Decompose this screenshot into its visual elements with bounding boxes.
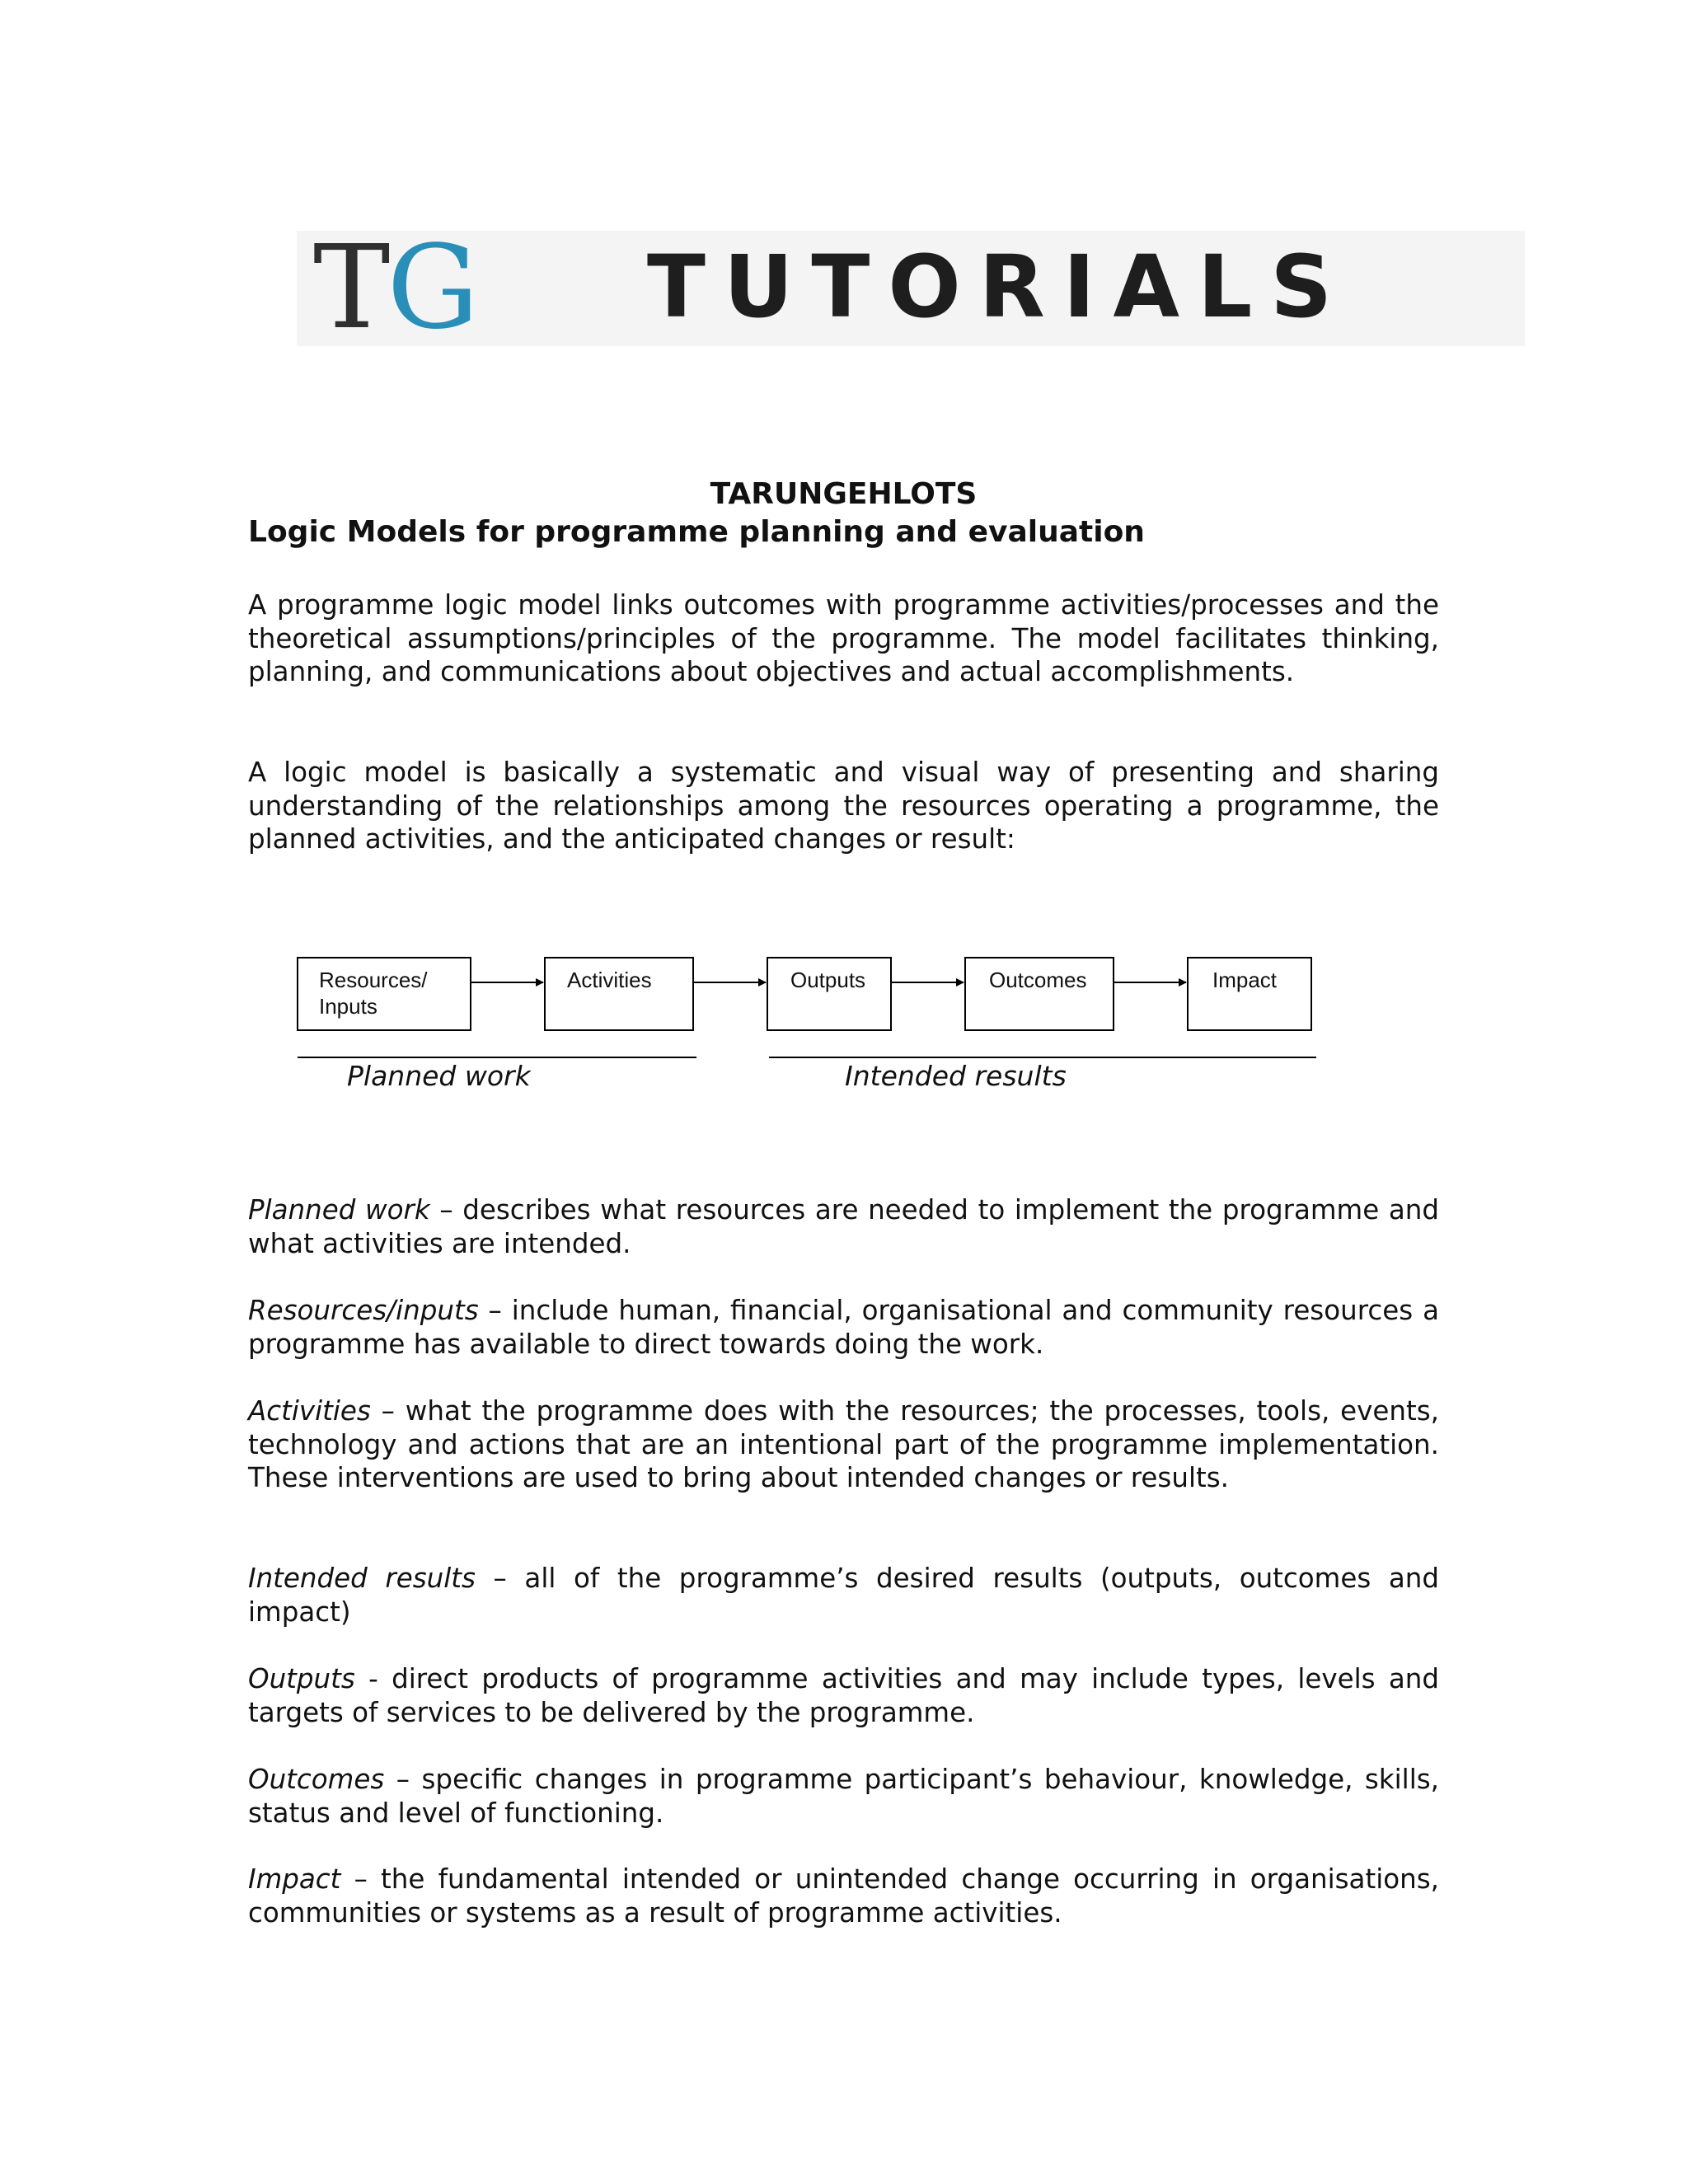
definition-term: Resources/inputs (248, 1295, 479, 1326)
definition-text: – all of the programme’s desired results (outputs, outcomes and impact) (248, 1563, 1439, 1628)
definition-resources-inputs (248, 1294, 1439, 1361)
definition-term: Planned work (248, 1194, 430, 1226)
definition-text: - direct products of programme activities and may include types, levels and targets of services to be delivered by the programme. (248, 1663, 1439, 1728)
group-label-planned-work: Planned work (347, 1060, 531, 1092)
definition-term: Outcomes (248, 1764, 385, 1795)
group-label-intended-results: Intended results (845, 1060, 1067, 1092)
definition-outputs (248, 1662, 1439, 1729)
box-label-line: Inputs (319, 994, 377, 1019)
definition-activities (248, 1394, 1439, 1495)
definition-impact (248, 1863, 1439, 1929)
definition-term: Impact (248, 1863, 341, 1895)
definition-outcomes (248, 1763, 1439, 1830)
definition-planned-work (248, 1193, 1439, 1260)
page-title: TARUNGEHLOTS (710, 477, 978, 511)
logo-monogram (313, 221, 476, 355)
definition-term: Intended results (248, 1563, 476, 1594)
definition-text: – describes what resources are needed to implement the programme and what activities are intended. (248, 1194, 1439, 1259)
logo-letter-g: G (387, 221, 476, 355)
definition-text: – include human, financial, organisational and community resources a programme has available to direct towards doing the work. (248, 1295, 1439, 1360)
logo-letter-t: T (313, 221, 387, 355)
box-label-impact: Impact (1212, 968, 1278, 992)
definition-term: Activities (248, 1395, 371, 1427)
definition-intended-results (248, 1562, 1439, 1629)
box-label-outputs: Outputs (790, 968, 866, 992)
box-label-resources (319, 967, 428, 1019)
tg-tutorials-logo (297, 221, 1525, 355)
definition-term: Outputs (248, 1663, 355, 1694)
page-subtitle: Logic Models for programme planning and evaluation (248, 515, 1145, 549)
logic-model-diagram (293, 952, 1323, 1100)
box-label-line: Resources/ (319, 968, 428, 992)
logo-wordmark: TUTORIALS (647, 237, 1351, 337)
definition-text: – the fundamental intended or unintended change occurring in organisations, communities or systems as a result of programme activities. (248, 1863, 1439, 1929)
box-label-activities: Activities (567, 968, 652, 992)
definition-text: – what the programme does with the resources; the processes, tools, events, technology and actions that are an intentional part of the programme implementation. These interventions are used to bring about intended changes or results. (248, 1395, 1439, 1494)
box-label-outcomes: Outcomes (989, 968, 1087, 992)
intro-paragraph-2: A logic model is basically a systematic and visual way of presenting and sharing understanding of the relationships among the resources operating a programme, the planned activities, and the anticipated changes or result: (248, 757, 1439, 855)
intro-paragraph-1: A programme logic model links outcomes with programme activities/processes and the theoretical assumptions/principles of the programme. The model facilitates thinking, planning, and communications about objectives and actual accomplishments. (248, 589, 1439, 688)
definition-text: – specific changes in programme participant’s behaviour, knowledge, skills, status and level of functioning. (248, 1764, 1439, 1829)
